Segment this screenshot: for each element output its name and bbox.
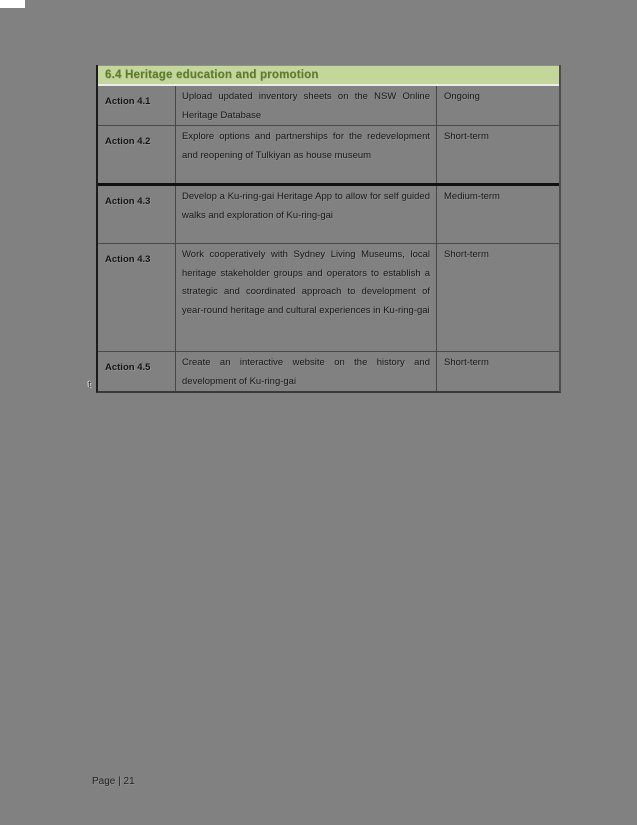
page-number-footer: Page | 21 <box>92 776 135 787</box>
section-title: 6.4 Heritage education and promotion <box>105 69 319 81</box>
action-description: Upload updated inventory sheets on the NSW Online Heritage Database <box>176 86 437 125</box>
action-description: Create an interactive website on the history and development of Ku-ring-gai <box>176 352 437 391</box>
action-timeframe: Ongoing <box>444 91 480 102</box>
action-description: Develop a Ku-ring-gai Heritage App to allow for self guided walks and exploration of Ku-ring-gai <box>176 186 437 243</box>
table-row <box>98 243 559 351</box>
heritage-actions-table <box>96 65 561 393</box>
table-row <box>98 351 559 391</box>
table-row <box>98 125 559 183</box>
table-row <box>98 183 559 243</box>
action-label: Action 4.2 <box>98 126 176 183</box>
action-label: Action 4.3 <box>98 186 176 243</box>
action-label: Action 4.3 <box>98 244 176 351</box>
action-description: Explore options and partnerships for the redevelopment and reopening of Tulkiyan as house museum <box>176 126 437 183</box>
table-section-header <box>98 65 559 86</box>
table-row <box>98 86 559 125</box>
action-description: Work cooperatively with Sydney Living Museums, local heritage stakeholder groups and operators to establish a strategic and coordinated approach to development of year-round heritage and cultural experiences in Ku-ring-gai <box>176 244 437 351</box>
action-label: Action 4.5 <box>98 352 176 391</box>
action-timeframe: Medium-term <box>444 191 500 203</box>
page-corner-artifact <box>0 0 25 8</box>
formatting-mark: t <box>88 378 92 390</box>
action-timeframe: Short-term <box>444 249 489 261</box>
action-timeframe: Short-term <box>444 357 489 369</box>
action-label: Action 4.1 <box>98 86 176 125</box>
action-timeframe: Short-term <box>444 131 489 143</box>
